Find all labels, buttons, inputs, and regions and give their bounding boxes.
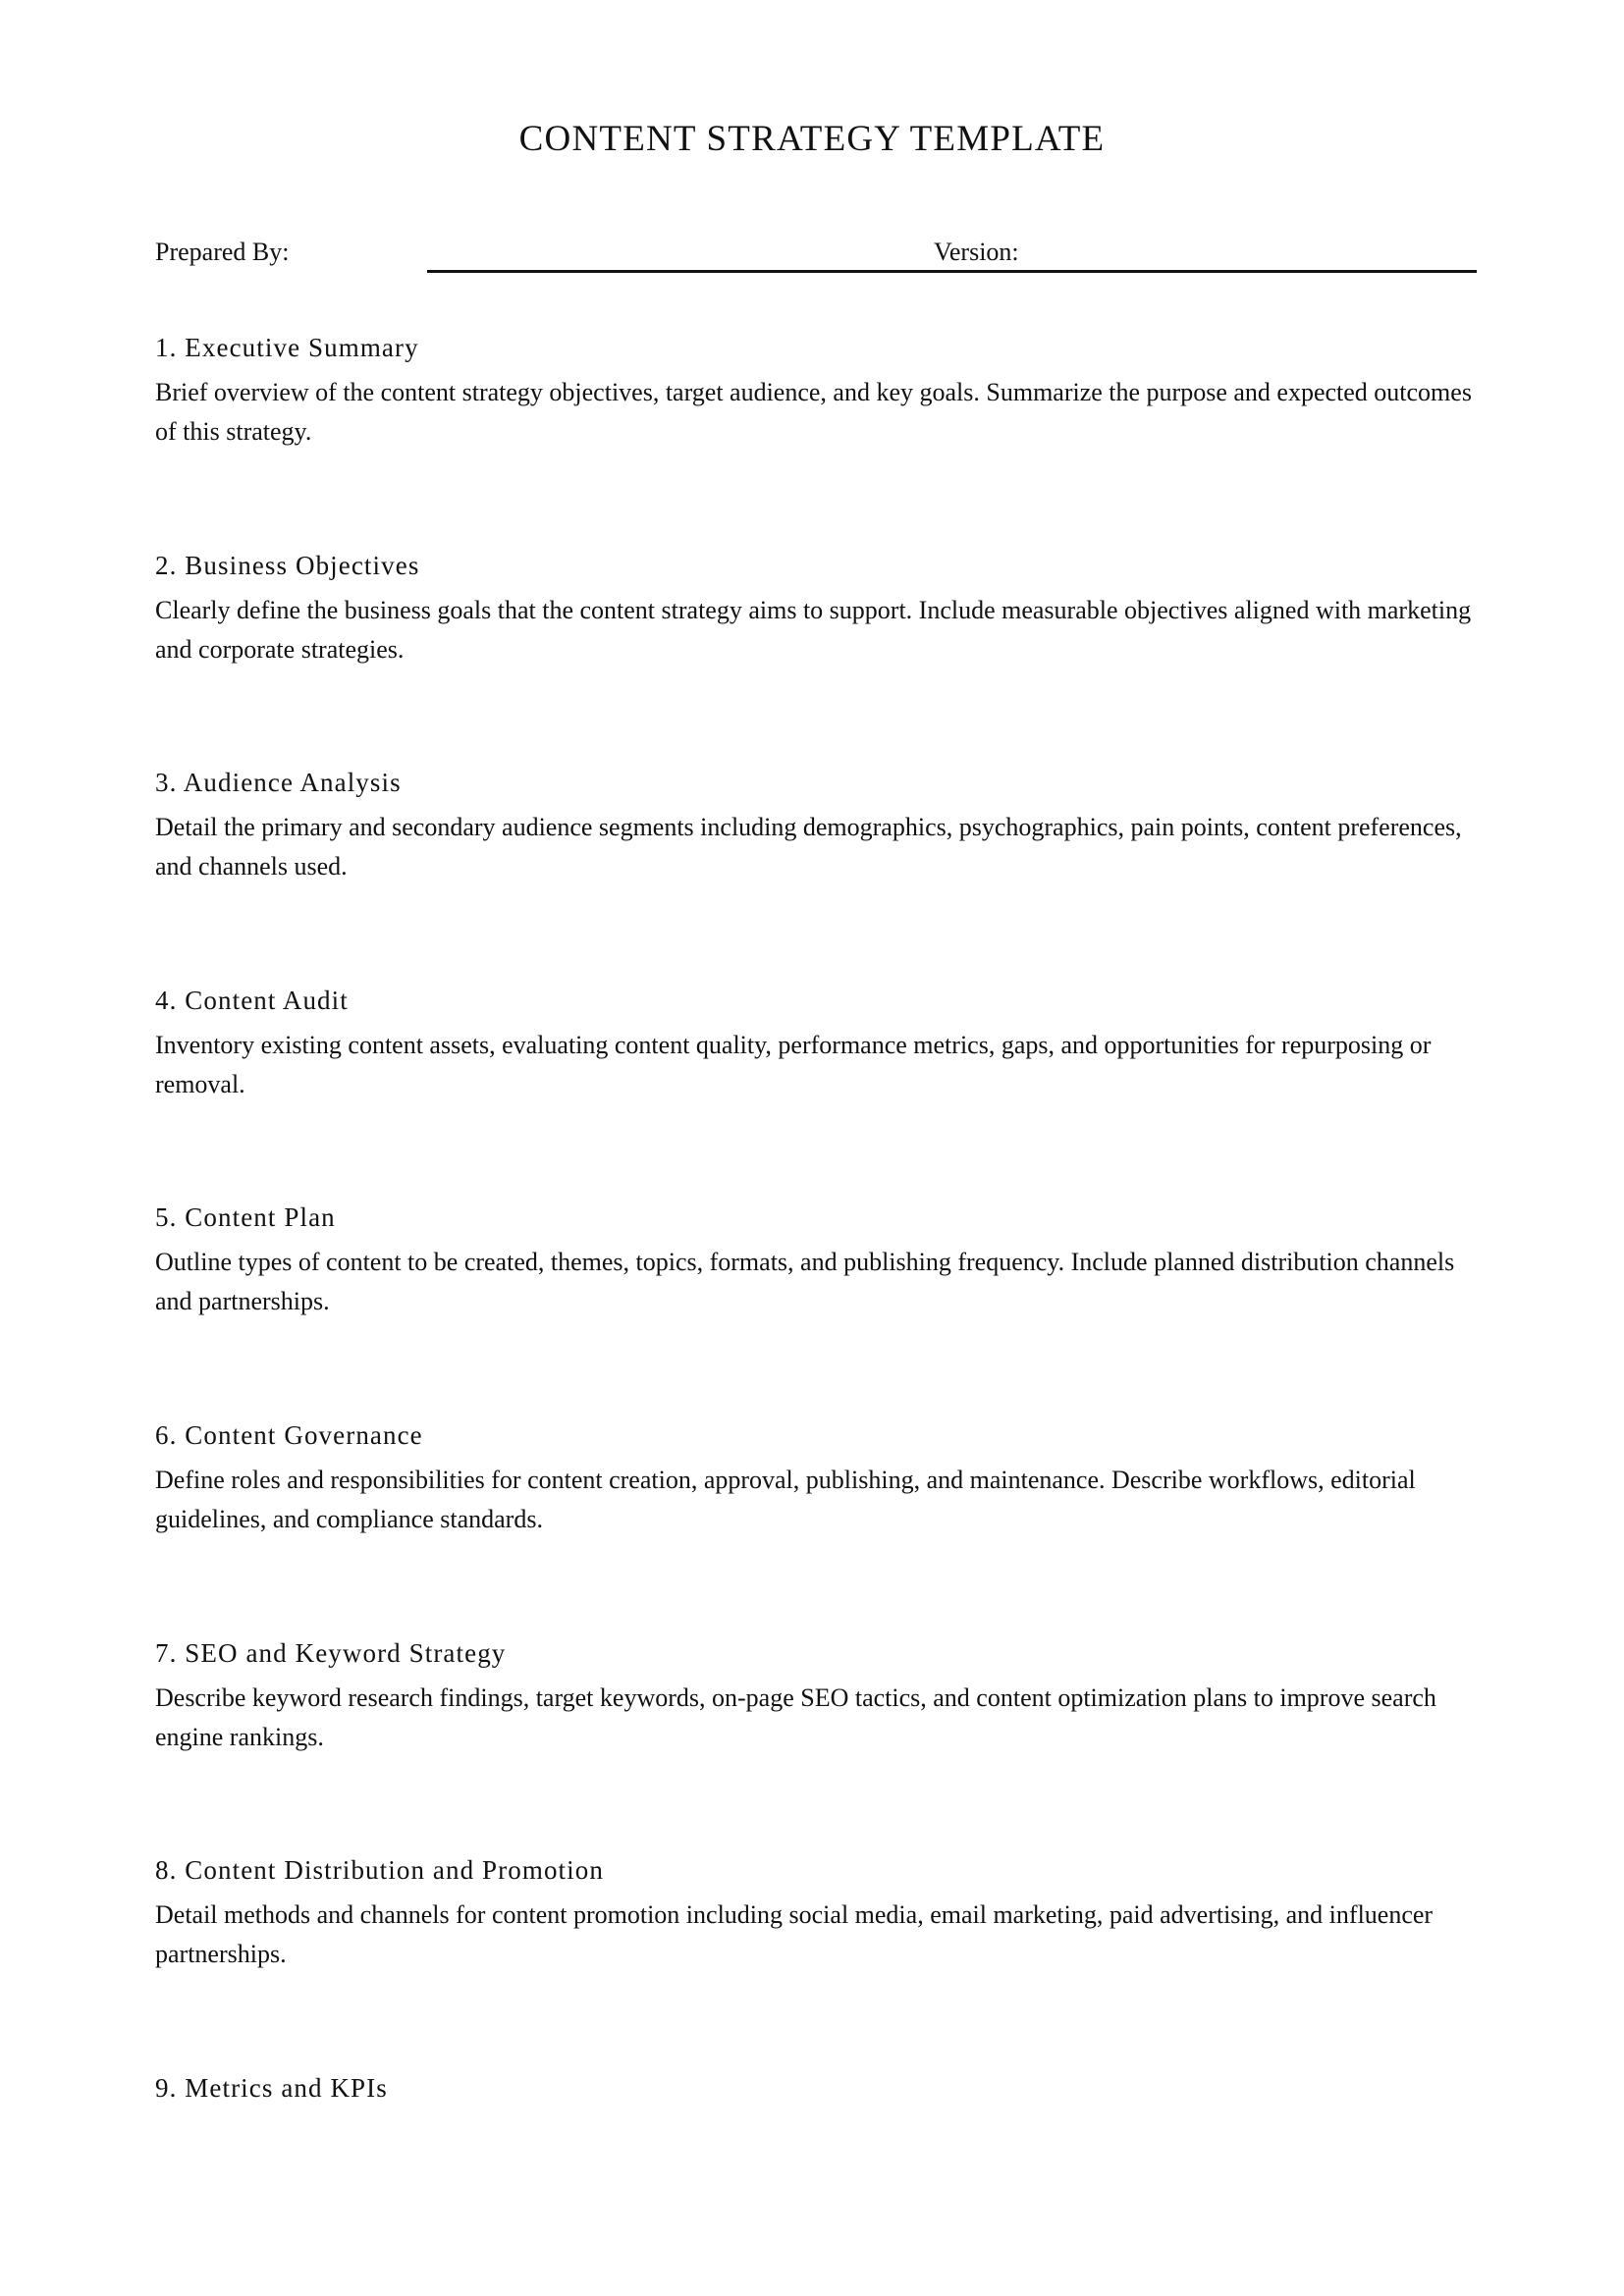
- section-heading: 8. Content Distribution and Promotion: [155, 1855, 604, 1886]
- section-heading: 5. Content Plan: [155, 1202, 336, 1233]
- section-body: Define roles and responsibilities for content creation, approval, publishing, and maintenance. Describe workflows, editorial guidelines, and compliance standards.: [155, 1465, 1416, 1533]
- section-business-objectives: [155, 546, 1477, 764]
- section-metrics-kpis: [155, 2068, 1477, 2286]
- section-heading: 1. Executive Summary: [155, 333, 419, 362]
- section-body: Detail the primary and secondary audience segments including demographics, psychographics, pain points, content preferences, and channels used.: [155, 813, 1462, 881]
- section-body: Detail methods and channels for content promotion including social media, email marketing, paid advertising, and influencer partnerships.: [155, 1900, 1434, 1969]
- section-audience-analysis: [155, 763, 1477, 981]
- section-body: Inventory existing content assets, evaluating content quality, performance metrics, gaps, and opportunities for repurposing or removal.: [155, 1030, 1432, 1098]
- section-heading: 6. Content Governance: [155, 1419, 423, 1450]
- document-title: CONTENT STRATEGY TEMPLATE: [518, 119, 1106, 159]
- section-seo-keyword-strategy: [155, 1633, 1477, 1851]
- document-meta-row: [155, 236, 1477, 275]
- version-label: Version:: [934, 238, 1019, 266]
- section-content-distribution-promotion: [155, 1850, 1477, 2068]
- section-heading: 4. Content Audit: [155, 985, 349, 1015]
- section-executive-summary: [155, 328, 1477, 546]
- section-heading: 9. Metrics and KPIs: [155, 2072, 388, 2103]
- section-body: Brief overview of the content strategy objectives, target audience, and key goals. Summarize the purpose and expected outcomes of this strategy.: [155, 378, 1472, 446]
- section-heading: 7. SEO and Keyword Strategy: [155, 1637, 507, 1668]
- section-body: Clearly define the business goals that the content strategy aims to support. Include measurable objectives aligned with marketing and corporate strategies.: [155, 595, 1472, 664]
- section-content-audit: [155, 981, 1477, 1199]
- sections-list: [155, 328, 1477, 2285]
- section-content-plan: [155, 1198, 1477, 1415]
- section-heading: 3. Audience Analysis: [155, 768, 402, 798]
- prepared-by-label: Prepared By:: [155, 238, 290, 266]
- section-body: Outline types of content to be created, themes, topics, formats, and publishing frequency. Include planned distribution channels and partnerships.: [155, 1248, 1455, 1316]
- section-content-governance: [155, 1415, 1477, 1633]
- section-heading: 2. Business Objectives: [155, 550, 420, 580]
- section-body: Describe keyword research findings, target keywords, on-page SEO tactics, and content optimization plans to improve search engine rankings.: [155, 1682, 1436, 1751]
- prepared-by-field-line[interactable]: [427, 270, 1477, 273]
